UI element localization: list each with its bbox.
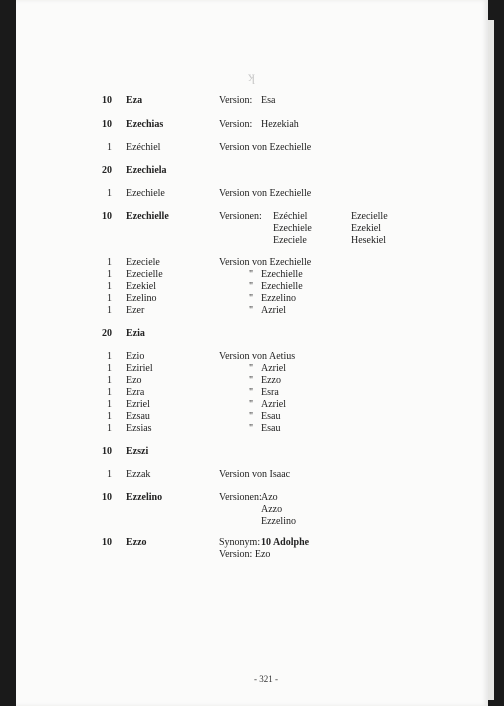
version-name: Ezeciele	[273, 235, 307, 246]
entry-count: 10	[102, 95, 112, 106]
entry-count: 10	[102, 211, 112, 222]
entry-related-name: Esau	[261, 423, 281, 434]
entry-name: Ezriel	[126, 399, 150, 410]
entry-count: 10	[102, 537, 112, 548]
entry-count: 1	[107, 142, 112, 153]
entry-relation-label: Version von Aetius	[219, 351, 296, 362]
entry-count: 1	[107, 351, 112, 362]
entry-related-name: Ezechielle	[261, 281, 303, 292]
entry-count: 10	[102, 119, 112, 130]
entry-name: Ezecielle	[126, 269, 163, 280]
entry-relation-label: Versionen:	[219, 492, 262, 503]
ditto-mark: "	[248, 363, 254, 374]
ditto-mark: "	[248, 281, 254, 292]
entry-name: Ezechiela	[126, 165, 167, 176]
entry-count: 10	[102, 492, 112, 503]
entry-relation-label: Version:	[219, 119, 253, 130]
entry-relation-label: Synonym:	[219, 537, 261, 548]
page-edge	[488, 20, 494, 700]
entry-related-name: Ezzo	[261, 375, 281, 386]
version-name: Ezechiele	[273, 223, 312, 234]
entry-count: 1	[107, 411, 112, 422]
entry-count: 1	[107, 399, 112, 410]
entry-name: Eza	[126, 95, 143, 106]
entry-related-name: Azo	[261, 492, 278, 503]
entry-related-name: Azriel	[261, 363, 286, 374]
entry-name: Ezechiele	[126, 188, 165, 199]
entry-relation-label: Version:	[219, 95, 253, 106]
entry-name: Ezzo	[126, 537, 147, 548]
entry-name: Ezo	[126, 375, 142, 386]
version-name: Hesekiel	[351, 235, 386, 246]
ditto-mark: "	[248, 399, 254, 410]
entry-count: 1	[107, 423, 112, 434]
entry-related-name: Ezechielle	[261, 269, 303, 280]
entry-count: 1	[107, 387, 112, 398]
version-name: Ezéchiel	[273, 211, 308, 222]
entry-related-name: 10 Adolphe	[261, 537, 310, 548]
entry-count: 20	[102, 165, 112, 176]
entry-related-name: Azriel	[261, 399, 286, 410]
entry-relation-label: Versionen:	[219, 211, 262, 222]
entry-count: 1	[107, 305, 112, 316]
entry-count: 1	[107, 375, 112, 386]
bleed-through-mark: ʞ	[248, 70, 255, 85]
entry-related-name: Esra	[261, 387, 279, 398]
entry-count: 1	[107, 257, 112, 268]
entry-related-name: Ezzelino	[261, 516, 296, 527]
entry-relation-label: Version von Isaac	[219, 469, 291, 480]
entry-name: Ezra	[126, 387, 145, 398]
entry-count: 1	[107, 269, 112, 280]
ditto-mark: "	[248, 387, 254, 398]
entry-name: Ezeciele	[126, 257, 160, 268]
entry-relation-label: Version: Ezo	[219, 549, 271, 560]
entry-count: 20	[102, 328, 112, 339]
entry-name: Ezsau	[126, 411, 150, 422]
entry-count: 1	[107, 363, 112, 374]
entry-name: Eziriel	[126, 363, 153, 374]
entry-name: Ezzak	[126, 469, 151, 480]
entry-related-name: Azzo	[261, 504, 283, 515]
entry-name: Ezzelino	[126, 492, 163, 503]
page-number: - 321 -	[254, 674, 278, 684]
ditto-mark: "	[248, 293, 254, 304]
entry-name: Ezelino	[126, 293, 157, 304]
ditto-mark: "	[248, 411, 254, 422]
entry-name: Ezéchiel	[126, 142, 161, 153]
entry-related-name: Esau	[261, 411, 281, 422]
entry-count: 1	[107, 469, 112, 480]
version-name: Ezecielle	[351, 211, 388, 222]
entry-name: Ezszi	[126, 446, 149, 457]
ditto-mark: "	[248, 269, 254, 280]
entry-name: Ezechias	[126, 119, 164, 130]
entry-count: 10	[102, 446, 112, 457]
entry-related-name: Ezzelino	[261, 293, 296, 304]
entry-related-name: Esa	[261, 95, 276, 106]
entry-name: Ezer	[126, 305, 145, 316]
entry-related-name: Azriel	[261, 305, 286, 316]
entry-name: Ezekiel	[126, 281, 156, 292]
entry-count: 1	[107, 293, 112, 304]
entry-count: 1	[107, 281, 112, 292]
entry-related-name: Hezekiah	[261, 119, 299, 130]
entry-name: Ezsias	[126, 423, 152, 434]
document-page	[16, 0, 488, 706]
entry-name: Ezia	[126, 328, 145, 339]
entry-relation-label: Version von Ezechielle	[219, 257, 312, 268]
ditto-mark: "	[248, 423, 254, 434]
entry-relation-label: Version von Ezechielle	[219, 188, 312, 199]
entry-count: 1	[107, 188, 112, 199]
entry-name: Ezechielle	[126, 211, 169, 222]
ditto-mark: "	[248, 375, 254, 386]
entry-relation-label: Version von Ezechielle	[219, 142, 312, 153]
ditto-mark: "	[248, 305, 254, 316]
version-name: Ezekiel	[351, 223, 381, 234]
entry-name: Ezio	[126, 351, 145, 362]
